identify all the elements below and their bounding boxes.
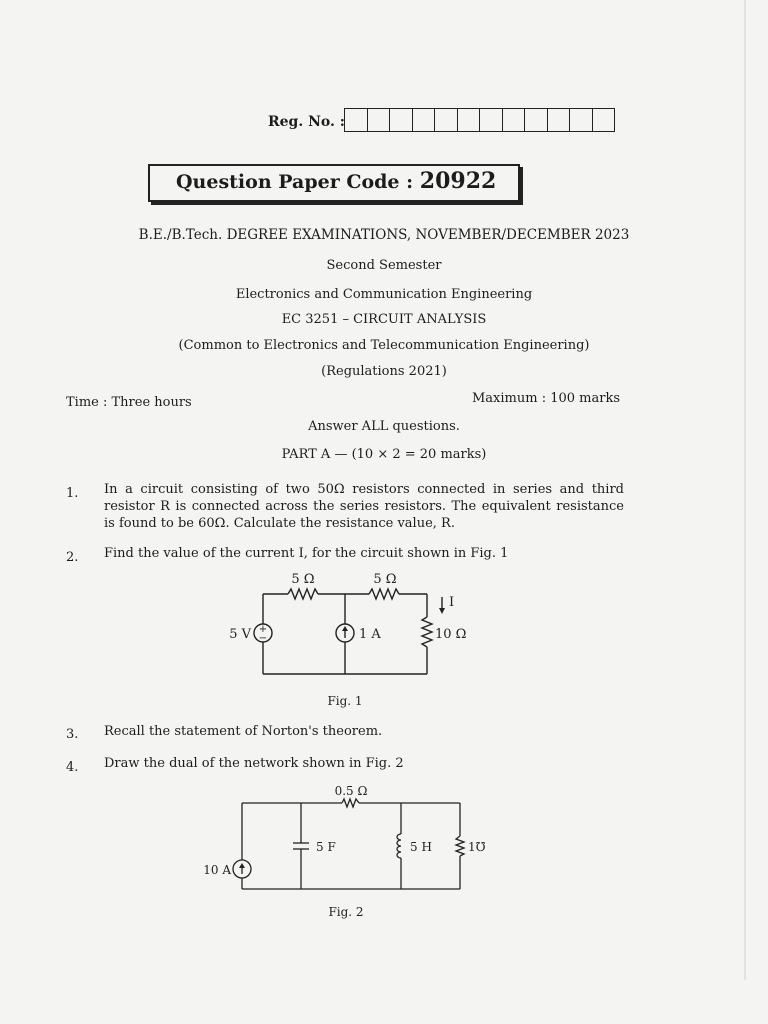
fig1-current-label: I [449,595,455,610]
question-number: 1. [66,486,79,501]
fig1-r1-label: 5 Ω [291,572,315,587]
qpc-label: Question Paper Code : [176,171,414,193]
question-number: 3. [66,727,79,742]
reg-no-digit-box[interactable] [525,109,548,131]
reg-no-digit-box[interactable] [458,109,481,131]
reg-no-digit-box[interactable] [345,109,368,131]
question-number: 4. [66,760,79,775]
semester: Second Semester [326,258,442,273]
regulations: (Regulations 2021) [321,364,447,379]
reg-no-label: Reg. No. : [268,114,345,130]
reg-no-digit-box[interactable] [593,109,615,131]
maximum-marks: Maximum : 100 marks [472,391,621,406]
exam-title: B.E./B.Tech. DEGREE EXAMINATIONS, NOVEMBER/DECEMBER 2023 [138,227,630,243]
svg-text:+: + [258,624,268,635]
fig1-voltage-source-label: 5 V [229,627,251,642]
part-a-heading: PART A — (10 × 2 = 20 marks) [281,447,487,462]
branch: Electronics and Communication Engineering [235,287,533,302]
qpc-value: 20922 [419,168,497,194]
page-edge [744,0,746,980]
fig1-caption: Fig. 1 [327,694,363,708]
fig2-caption: Fig. 2 [328,905,364,919]
reg-no-digit-box[interactable] [435,109,458,131]
time-allowed: Time : Three hours [66,395,192,410]
reg-no-digit-box[interactable] [570,109,593,131]
common-note: (Common to Electronics and Telecommunication Engineering) [178,338,590,353]
fig2-conductance-label: 1℧ [468,840,486,854]
course-title: EC 3251 – CIRCUIT ANALYSIS [281,312,487,327]
reg-no-digit-box[interactable] [503,109,526,131]
question-number: 2. [66,550,79,565]
fig2-current-source-label: 10 A [203,863,231,877]
reg-no-digit-box[interactable] [413,109,436,131]
fig1-r3-label: 10 Ω [435,627,467,642]
question-text: Recall the statement of Norton's theorem. [104,724,383,739]
fig2-capacitor-label: 5 F [316,840,336,854]
reg-no-digit-box[interactable] [368,109,391,131]
question-text: Find the value of the current I, for the circuit shown in Fig. 1 [104,546,509,561]
question-paper-code [176,168,496,194]
instruction: Answer ALL questions. [308,419,460,434]
figure-2-circuit [190,775,510,925]
reg-no-digit-box[interactable] [480,109,503,131]
fig2-resistor-label: 0.5 Ω [334,784,368,798]
fig1-r2-label: 5 Ω [373,572,397,587]
question-text: In a circuit consisting of two 50Ω resistors connected in series and third resistor R is connected across the series resistors. The equivalent resistance is found to be 60Ω. Calculate the resistance value, R. [104,482,624,531]
reg-no-digit-box[interactable] [548,109,571,131]
figure-1-circuit [200,562,500,712]
question-text: Draw the dual of the network shown in Fig. 2 [104,756,404,771]
svg-text:−: − [258,633,268,644]
reg-no-boxes[interactable] [344,108,615,132]
fig2-inductor-label: 5 H [410,840,432,854]
reg-no-digit-box[interactable] [390,109,413,131]
fig1-current-source-label: 1 A [359,627,381,642]
